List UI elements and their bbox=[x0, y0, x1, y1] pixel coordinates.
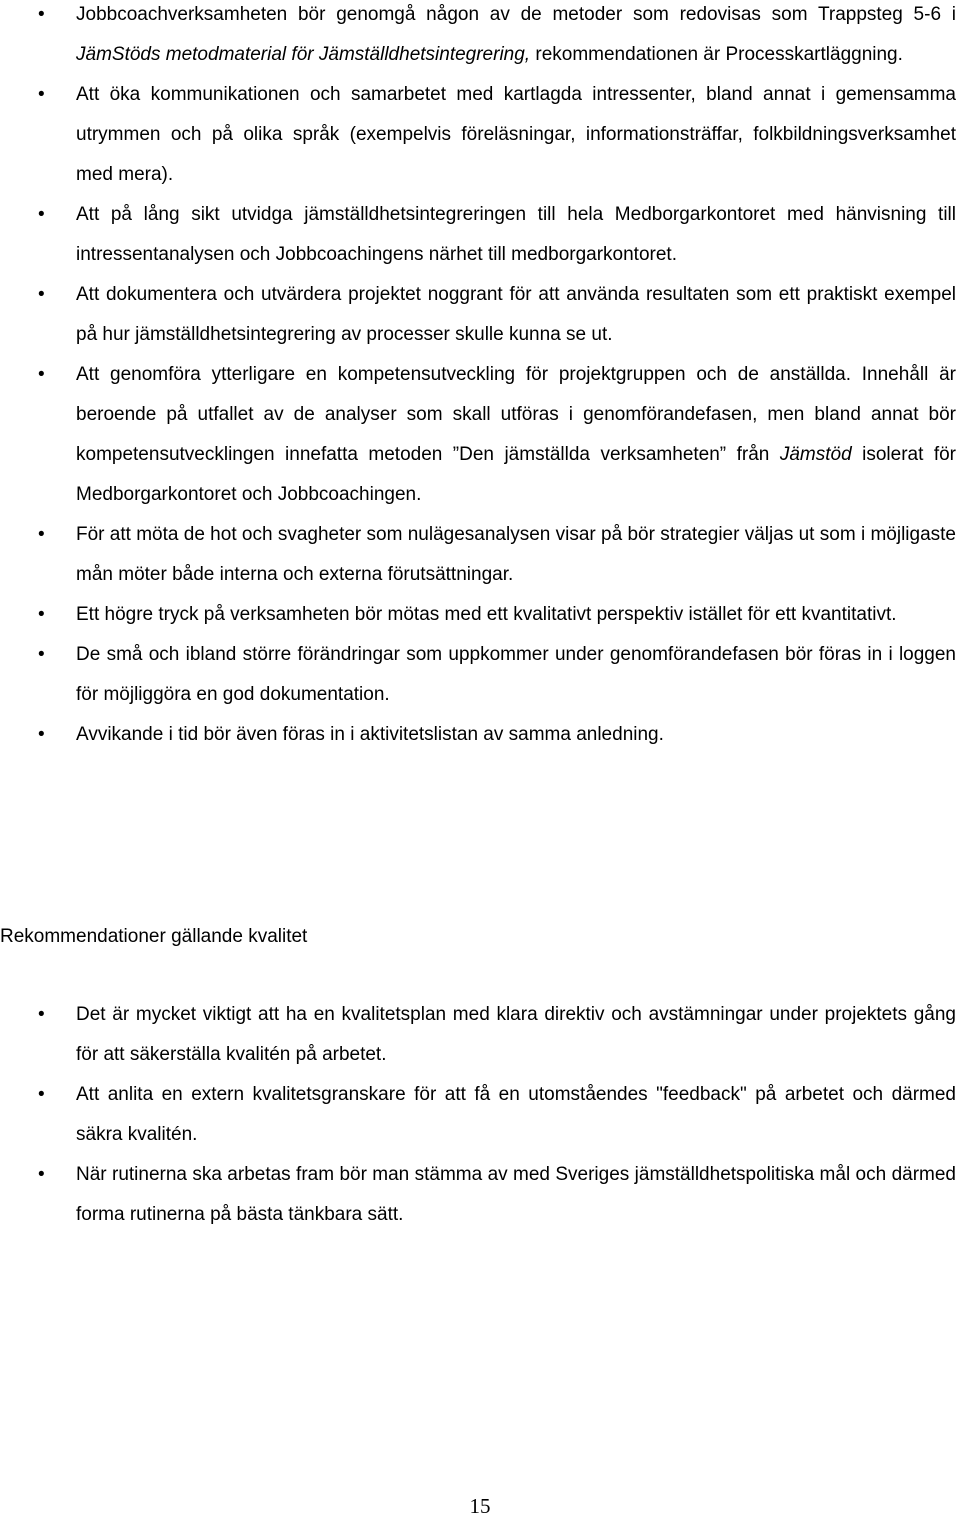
list-item-text: Avvikande i tid bör även föras in i aktivitetslistan av samma anledning. bbox=[76, 724, 664, 745]
list-item bbox=[0, 515, 956, 595]
bullet-icon: • bbox=[38, 1004, 45, 1025]
quality-recommendation-list bbox=[0, 995, 960, 1235]
list-item bbox=[0, 75, 956, 195]
bullet-icon: • bbox=[38, 1164, 45, 1185]
list-item bbox=[0, 1075, 956, 1155]
bullet-icon: • bbox=[38, 84, 45, 105]
list-item-text: Jobbcoachverksamheten bör genomgå någon av de metoder som redovisas som Trappsteg 5-6 i JämStöds metodmaterial för Jämställdhetsintegrering, rekommendationen är Processkartläggning. bbox=[76, 4, 956, 65]
page-number: 15 bbox=[469, 1494, 491, 1518]
list-item bbox=[0, 195, 956, 275]
list-item bbox=[0, 0, 956, 75]
bullet-icon: • bbox=[38, 204, 45, 225]
list-item bbox=[0, 595, 956, 635]
list-item bbox=[0, 1155, 956, 1235]
list-item bbox=[0, 635, 956, 715]
list-item bbox=[0, 355, 956, 515]
list-item-text: Ett högre tryck på verksamheten bör mötas med ett kvalitativt perspektiv istället för ett kvantitativt. bbox=[76, 604, 897, 625]
list-item-text: Att genomföra ytterligare en kompetensutveckling för projektgruppen och de anställda. Innehåll är beroende på utfallet av de analyser som skall utföras i genomförandefasen, men bland annat bör kompetensutvecklingen innefatta metoden ”Den jämställda verksamheten” från Jämstöd isolerat för Medborgarkontoret och Jobbcoachingen. bbox=[76, 364, 957, 505]
list-item-text: Det är mycket viktigt att ha en kvalitetsplan med klara direktiv och avstämningar under projektets gång för att säkerställa kvalitén på arbetet. bbox=[76, 1004, 956, 1065]
recommendation-list bbox=[0, 0, 960, 755]
list-item-text: Att öka kommunikationen och samarbetet med kartlagda intressenter, bland annat i gemensamma utrymmen och på olika språk (exempelvis föreläsningar, informationsträffar, folkbildningsverksamhet med mera). bbox=[76, 84, 956, 185]
list-item-text: Att dokumentera och utvärdera projektet noggrant för att använda resultaten som ett praktiskt exempel på hur jämställdhetsintegrering av processer skulle kunna se ut. bbox=[76, 284, 956, 345]
bullet-icon: • bbox=[38, 364, 45, 385]
list-item-text: För att möta de hot och svagheter som nulägesanalysen visar på bör strategier väljas ut som i möjligaste mån möter både interna och externa förutsättningar. bbox=[76, 524, 956, 585]
list-item-text: Att anlita en extern kvalitetsgranskare för att få en utomståendes "feedback" på arbetet och därmed säkra kvalitén. bbox=[76, 1084, 956, 1145]
list-item-text: När rutinerna ska arbetas fram bör man stämma av med Sveriges jämställdhetspolitiska mål och därmed forma rutinerna på bästa tänkbara sätt. bbox=[76, 1164, 956, 1225]
bullet-icon: • bbox=[38, 604, 45, 625]
bullet-icon: • bbox=[38, 644, 45, 665]
bullet-icon: • bbox=[38, 4, 45, 25]
bullet-icon: • bbox=[38, 1084, 45, 1105]
bullet-icon: • bbox=[38, 724, 45, 745]
bullet-icon: • bbox=[38, 524, 45, 545]
list-item-text: De små och ibland större förändringar som uppkommer under genomförandefasen bör föras in i loggen för möjliggöra en god dokumentation. bbox=[76, 644, 956, 705]
list-item bbox=[0, 715, 956, 755]
list-item bbox=[0, 275, 956, 355]
section-heading: Rekommendationer gällande kvalitet bbox=[0, 926, 308, 947]
list-item bbox=[0, 995, 956, 1075]
list-item-text: Att på lång sikt utvidga jämställdhetsintegreringen till hela Medborgarkontoret med hänvisning till intressentanalysen och Jobbcoachingens närhet till medborgarkontoret. bbox=[76, 204, 956, 265]
bullet-icon: • bbox=[38, 284, 45, 305]
